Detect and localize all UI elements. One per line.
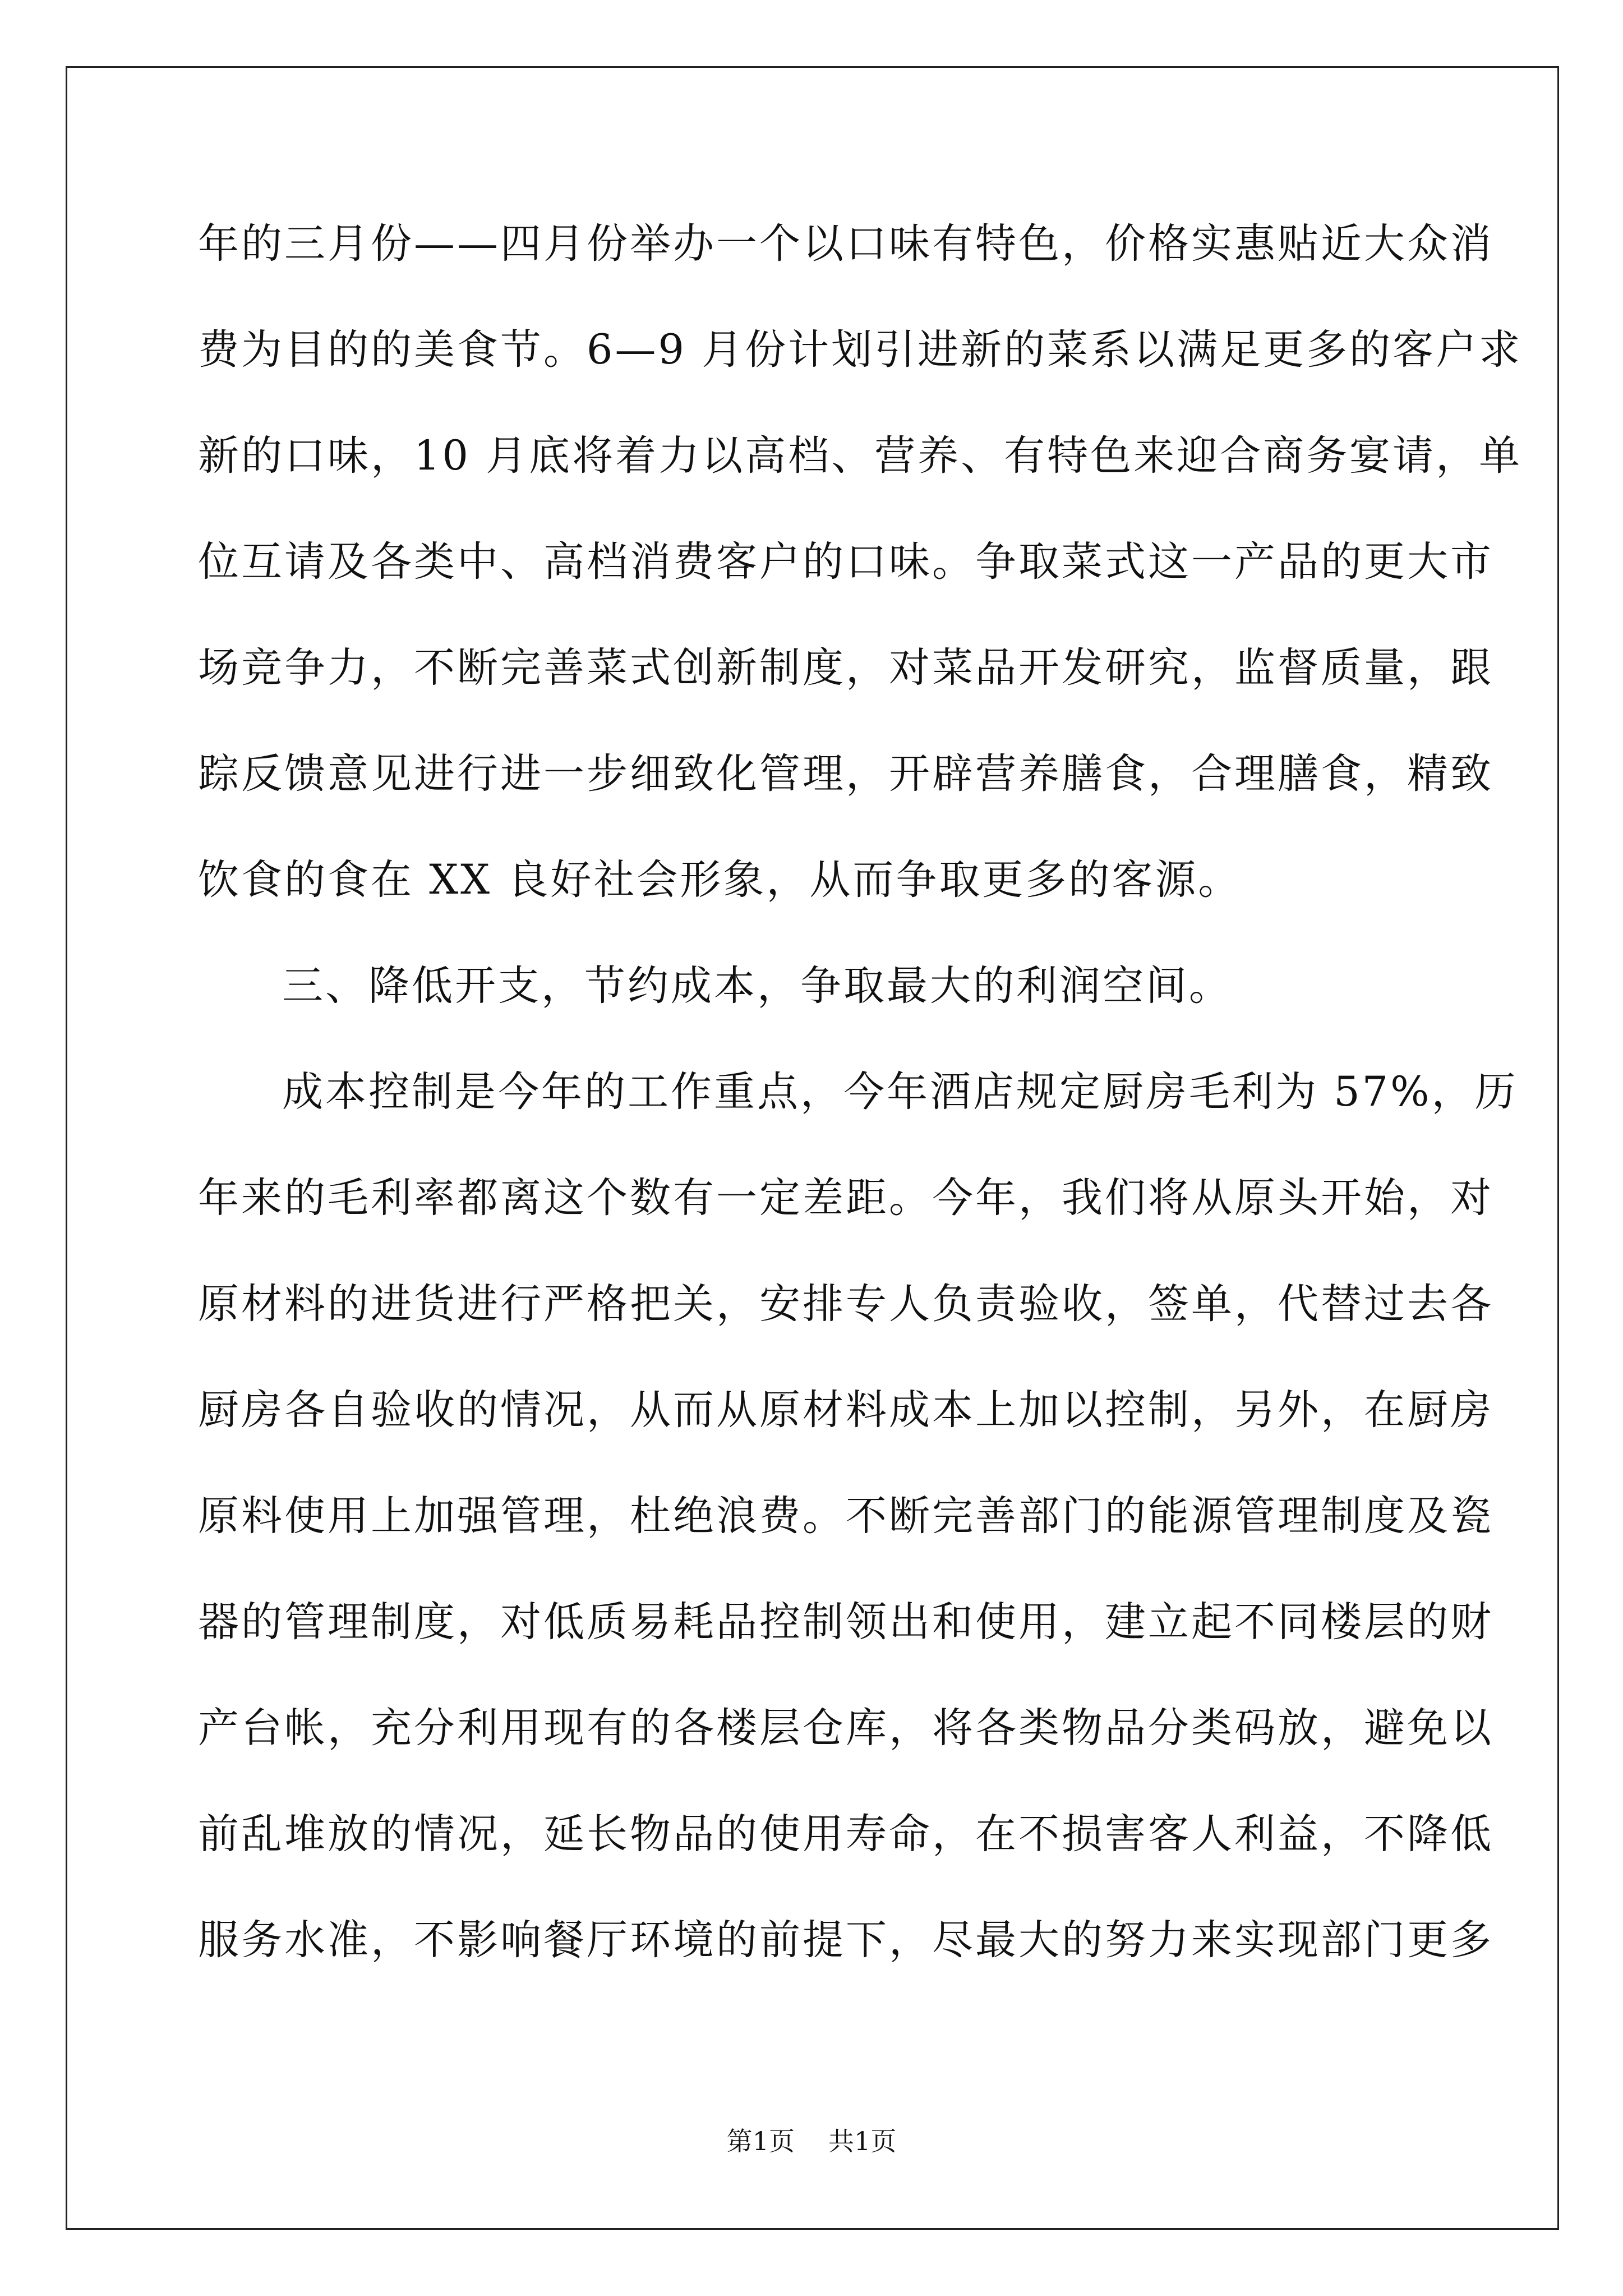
paragraph-line: 年来的毛利率都离这个数有一定差距。今年，我们将从原头开始，对 (198, 1174, 1493, 1222)
paragraph-line: 原料使用上加强管理，杜绝浪费。不断完善部门的能源管理制度及瓷 (198, 1492, 1493, 1540)
paragraph-line: 饮食的食在 XX 良好社会形象，从而争取更多的客源。 (198, 856, 1242, 904)
paragraph-line: 场竞争力，不断完善菜式创新制度，对菜品开发研究，监督质量，跟 (198, 644, 1493, 692)
paragraph-line: 年的三月份——四月份举办一个以口味有特色，价格实惠贴近大众消 (198, 220, 1493, 268)
page-footer (0, 2124, 1623, 2158)
paragraph-line: 踪反馈意见进行进一步细致化管理，开辟营养膳食，合理膳食，精致 (198, 750, 1493, 798)
paragraph-line: 原材料的进货进行严格把关，安排专人负责验收，签单，代替过去各 (198, 1280, 1493, 1328)
paragraph-line: 产台帐，充分利用现有的各楼层仓库，将各类物品分类码放，避免以 (198, 1704, 1493, 1752)
paragraph-line: 费为目的的美食节。6—9 月份计划引进新的菜系以满足更多的客户求 (198, 326, 1523, 374)
paragraph-line: 成本控制是今年的工作重点，今年酒店规定厨房毛利为 57%，历 (282, 1068, 1518, 1116)
section-heading: 三、降低开支，节约成本，争取最大的利润空间。 (282, 962, 1232, 1010)
page-border (66, 66, 1559, 2230)
page-number: 第1页 (726, 2126, 795, 2156)
paragraph-line: 前乱堆放的情况，延长物品的使用寿命，在不损害客人利益，不降低 (198, 1810, 1493, 1858)
paragraph-line: 器的管理制度，对低质易耗品控制领出和使用，建立起不同楼层的财 (198, 1598, 1493, 1646)
page-total: 共1页 (828, 2126, 897, 2156)
paragraph-line: 服务水准，不影响餐厅环境的前提下，尽最大的努力来实现部门更多 (198, 1916, 1493, 1964)
paragraph-line: 厨房各自验收的情况，从而从原材料成本上加以控制，另外，在厨房 (198, 1386, 1493, 1434)
paragraph-line: 位互请及各类中、高档消费客户的口味。争取菜式这一产品的更大市 (198, 538, 1493, 586)
paragraph-line: 新的口味，10 月底将着力以高档、营养、有特色来迎合商务宴请，单 (198, 432, 1523, 480)
